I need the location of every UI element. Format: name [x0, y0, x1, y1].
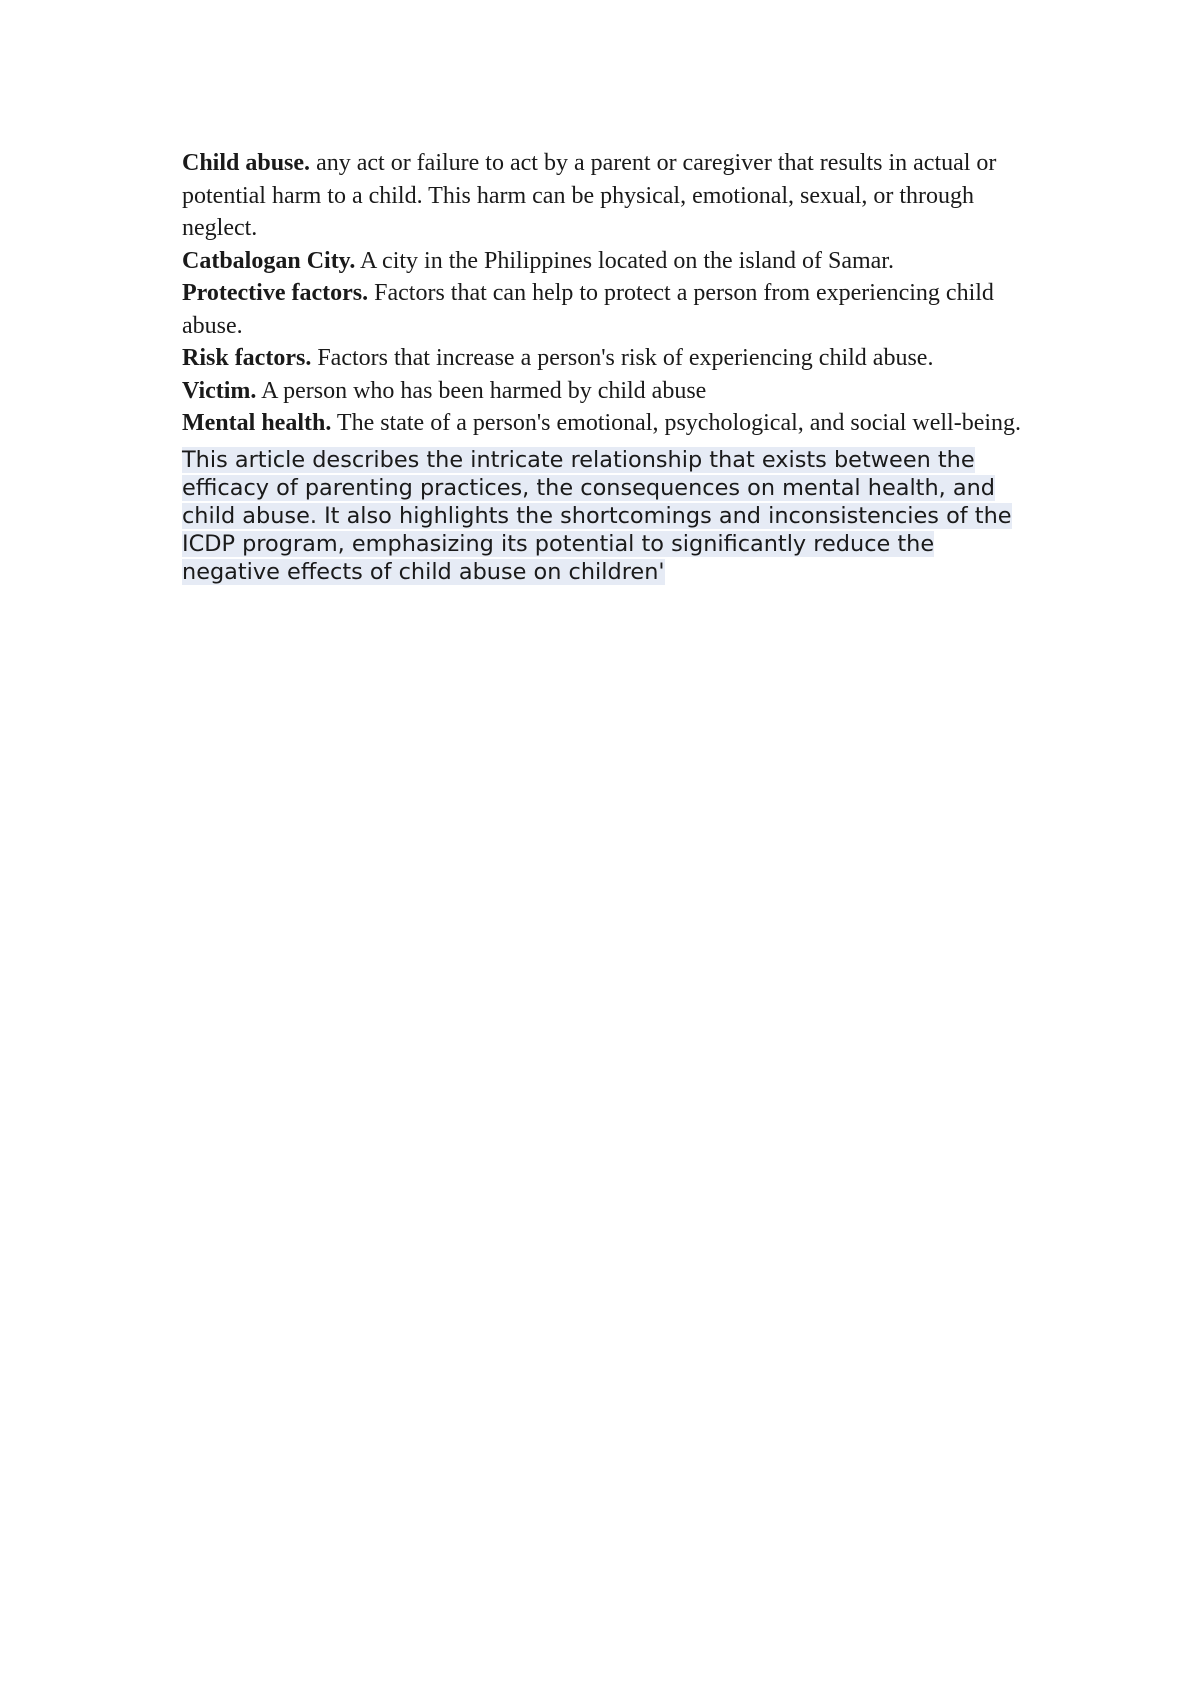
definition-term: Protective factors. [182, 280, 369, 306]
definition-text: A city in the Philippines located on the island of Samar. [360, 247, 894, 274]
definition-text: any act or failure to act by a parent or caregiver that results in actual or potential harm to a child. This harm can be physical, emotional, sexual, or through neglect. [182, 150, 997, 241]
definition-text: Factors that can help to protect a person from experiencing child abuse. [182, 280, 994, 339]
document-body [182, 147, 1022, 608]
definition-term: Risk factors. [182, 345, 312, 371]
definition-text: A person who has been harmed by child abuse [261, 377, 707, 404]
definition-term: Mental health. [182, 410, 332, 436]
definition-entry [182, 375, 1022, 408]
selected-text[interactable]: This article describes the intricate relationship that exists between the efficacy of parenting practices, the consequences on mental health, and child abuse. It also highlights the shortcomings and inconsistencies of the ICDP program, emphasizing its potential to significantly reduce the negative effects of child abuse on children' [182, 446, 1012, 585]
definition-entry [182, 277, 1022, 342]
highlighted-paragraph[interactable] [182, 446, 1012, 586]
definition-term: Catbalogan City. [182, 247, 356, 274]
definition-text: Factors that increase a person's risk of experiencing child abuse. [317, 345, 934, 371]
definition-entry [182, 147, 1022, 245]
definition-entry [182, 342, 1022, 375]
definition-term: Victim. [182, 377, 257, 404]
definition-entry [182, 407, 1022, 440]
definition-entry [182, 245, 1022, 278]
definition-text: The state of a person's emotional, psychological, and social well-being. [336, 410, 1022, 436]
definition-term: Child abuse. [182, 150, 311, 176]
